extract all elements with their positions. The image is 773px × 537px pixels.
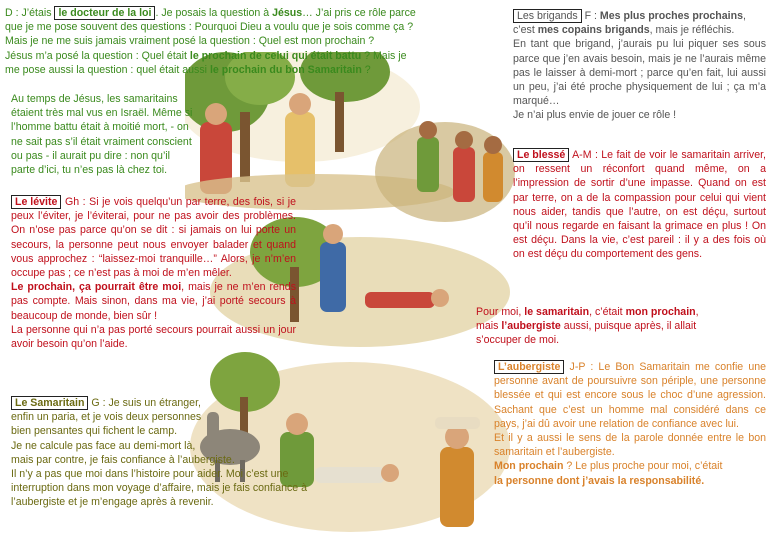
aubergiste-section <box>494 360 766 488</box>
intro-line: ou pas - il aurait pu dire : non qu’il <box>11 149 170 162</box>
samaritain-line: Il n’y a pas que moi dans l’histoire pour aider. Moi c’est une <box>11 468 289 481</box>
intro-line: parte d’ici, tu n’es pas là chez toi. <box>11 164 168 177</box>
aubergiste-p1: L’aubergiste J-P : Le Bon Samaritain me confie une personne avant de poursuivre son périple, une personne blessée et qui est encore sous le choc d’une agression. Sachant que c’est un homme mal considéré dans ce pays, j’ai dû avoir une relation de confiance avec lui. <box>494 361 766 430</box>
docteur-line-3: Mais je ne me suis jamais vraiment posé la question : Quel est mon prochain ? <box>5 35 375 48</box>
pourmoi-line-3: s’occuper de moi. <box>476 334 560 347</box>
docteur-line-5: me pose aussi la question : quel était aussi le prochain du bon Samaritain ? <box>5 63 371 76</box>
samaritain-line: mais par contre, je fais confiance à l’aubergiste. <box>11 453 235 466</box>
levite-section <box>11 195 296 351</box>
brigands-section <box>513 9 766 123</box>
intro-section <box>11 92 231 177</box>
samaritain-line: Je ne calcule pas face au demi-mort là, <box>11 439 196 452</box>
wounded-man <box>365 292 435 308</box>
pourmoi-section <box>476 305 766 348</box>
pourmoi-line-1: Pour moi, le samaritain, c’était mon prochain, <box>476 306 699 318</box>
brigands-p: En tant que brigand, j’aurais pu lui piquer ses sous parce que j’en avais besoin, mais je ne l’aurais même pas le laisser à demi-mort ; parce qu’en fait, lui aussi un peu, j’ai été proche physiquement de lui ; ça m’a marqué… <box>513 38 766 108</box>
levite-p1: Le lévite Gh : Si je vois quelqu’un par terre, des fois, si je peux l’éviter, je l’éviterai, pour ne pas avoir des problèmes. On n’ose pas parce qu’on se dit : si jamais on lui porte un secours, la personne peut nous envoyer balader et quand vous approchez : “laissez-moi tranquille…” Alors, je n’m’en occupe pas ; ce n’est pas à moi de m’en mêler. <box>11 196 296 280</box>
docteur-section <box>5 6 515 77</box>
innkeeper-figure <box>440 447 474 527</box>
intro-line: l’homme battu était à moitié mort, - on <box>11 121 189 134</box>
blesse-p1: Le blessé A-M : Le fait de voir le samaritain arriver, on ressent un réconfort quand même, on a l’impression de sortir d’une impasse. Quand on est par terre, on a de la compassion pour celui qui vient nous aider, tandis que l’autre, on est déçu, surtout qu’il nous regarde en faisant la grimace en plus ! On est déçu. Dans la vie, c’est pareil : il y a des fois où on est déçu du comportement des gens. <box>513 149 766 261</box>
samaritain-section <box>11 396 361 510</box>
samaritain-line: bien pensantes qui fichent le camp. <box>11 425 178 438</box>
levite-p2: Le prochain, ça pourrait être moi, mais je ne m’en rends pas compte. Mais sinon, dans ma vie, j’ai porté secours à beaucoup de monde, bien sûr ! <box>11 281 296 322</box>
docteur-line-4: Jésus m’a posé la question : Quel était le prochain de celui qui était battu ? Mais je <box>5 49 407 62</box>
docteur-tag: le docteur de la loi <box>54 6 155 20</box>
levite-p3: La personne qui n’a pas porté secours pourrait aussi un jour avoir besoin qu’on l’aide. <box>11 323 296 351</box>
intro-line: Au temps de Jésus, les samaritains <box>11 93 178 105</box>
docteur-line-2: que je me pose souvent des questions : Pourquoi Dieu a voulu que je sois comme ça ? <box>5 21 414 34</box>
samaritain-line: l’aubergiste et je m’engage après à revenir. <box>11 496 214 509</box>
samaritain-line: enfin un paria, et je vois deux personnes <box>11 411 202 424</box>
samaritain-line: interruption dans mon voyage d’affaire, mais je fais confiance à <box>11 482 308 495</box>
intro-line: ne sait pas s’il était vraiment conscient <box>11 135 192 148</box>
brigands-last: Je n’ai plus envie de jouer ce rôle ! <box>513 109 677 122</box>
pourmoi-line-2: mais l’aubergiste aussi, puisque après, il allait <box>476 320 697 333</box>
docteur-line-1: D : J’étais le docteur de la loi . Je posais la question à Jésus… J’ai pris ce rôle parce <box>5 7 416 19</box>
aubergiste-tag: L’aubergiste <box>494 360 564 374</box>
aubergiste-p3c: la personne dont j’avais la responsabilité. <box>494 474 705 487</box>
levite-tag: Le lévite <box>11 195 61 209</box>
aubergiste-p3: Mon prochain ? Le plus proche pour moi, c’était <box>494 460 723 473</box>
aubergiste-p2: Et il y a aussi le sens de la parole donnée entre le bon samaritain et l’aubergiste. <box>494 432 766 459</box>
brigands-tag: Les brigands <box>513 9 582 23</box>
brigands-line-2: c’est mes copains brigands, mais je réfléchis. <box>513 24 735 37</box>
samaritain-line-1: Le Samaritain G : Je suis un étranger, <box>11 396 361 410</box>
samaritain-tag: Le Samaritain <box>11 396 88 410</box>
brigands-line-1: Les brigands F : Mes plus proches prochains, <box>513 9 766 23</box>
blesse-section <box>513 148 766 262</box>
blesse-tag: Le blessé <box>513 148 569 162</box>
intro-line: étaient très mal vus en Israël. Même si <box>11 107 193 120</box>
